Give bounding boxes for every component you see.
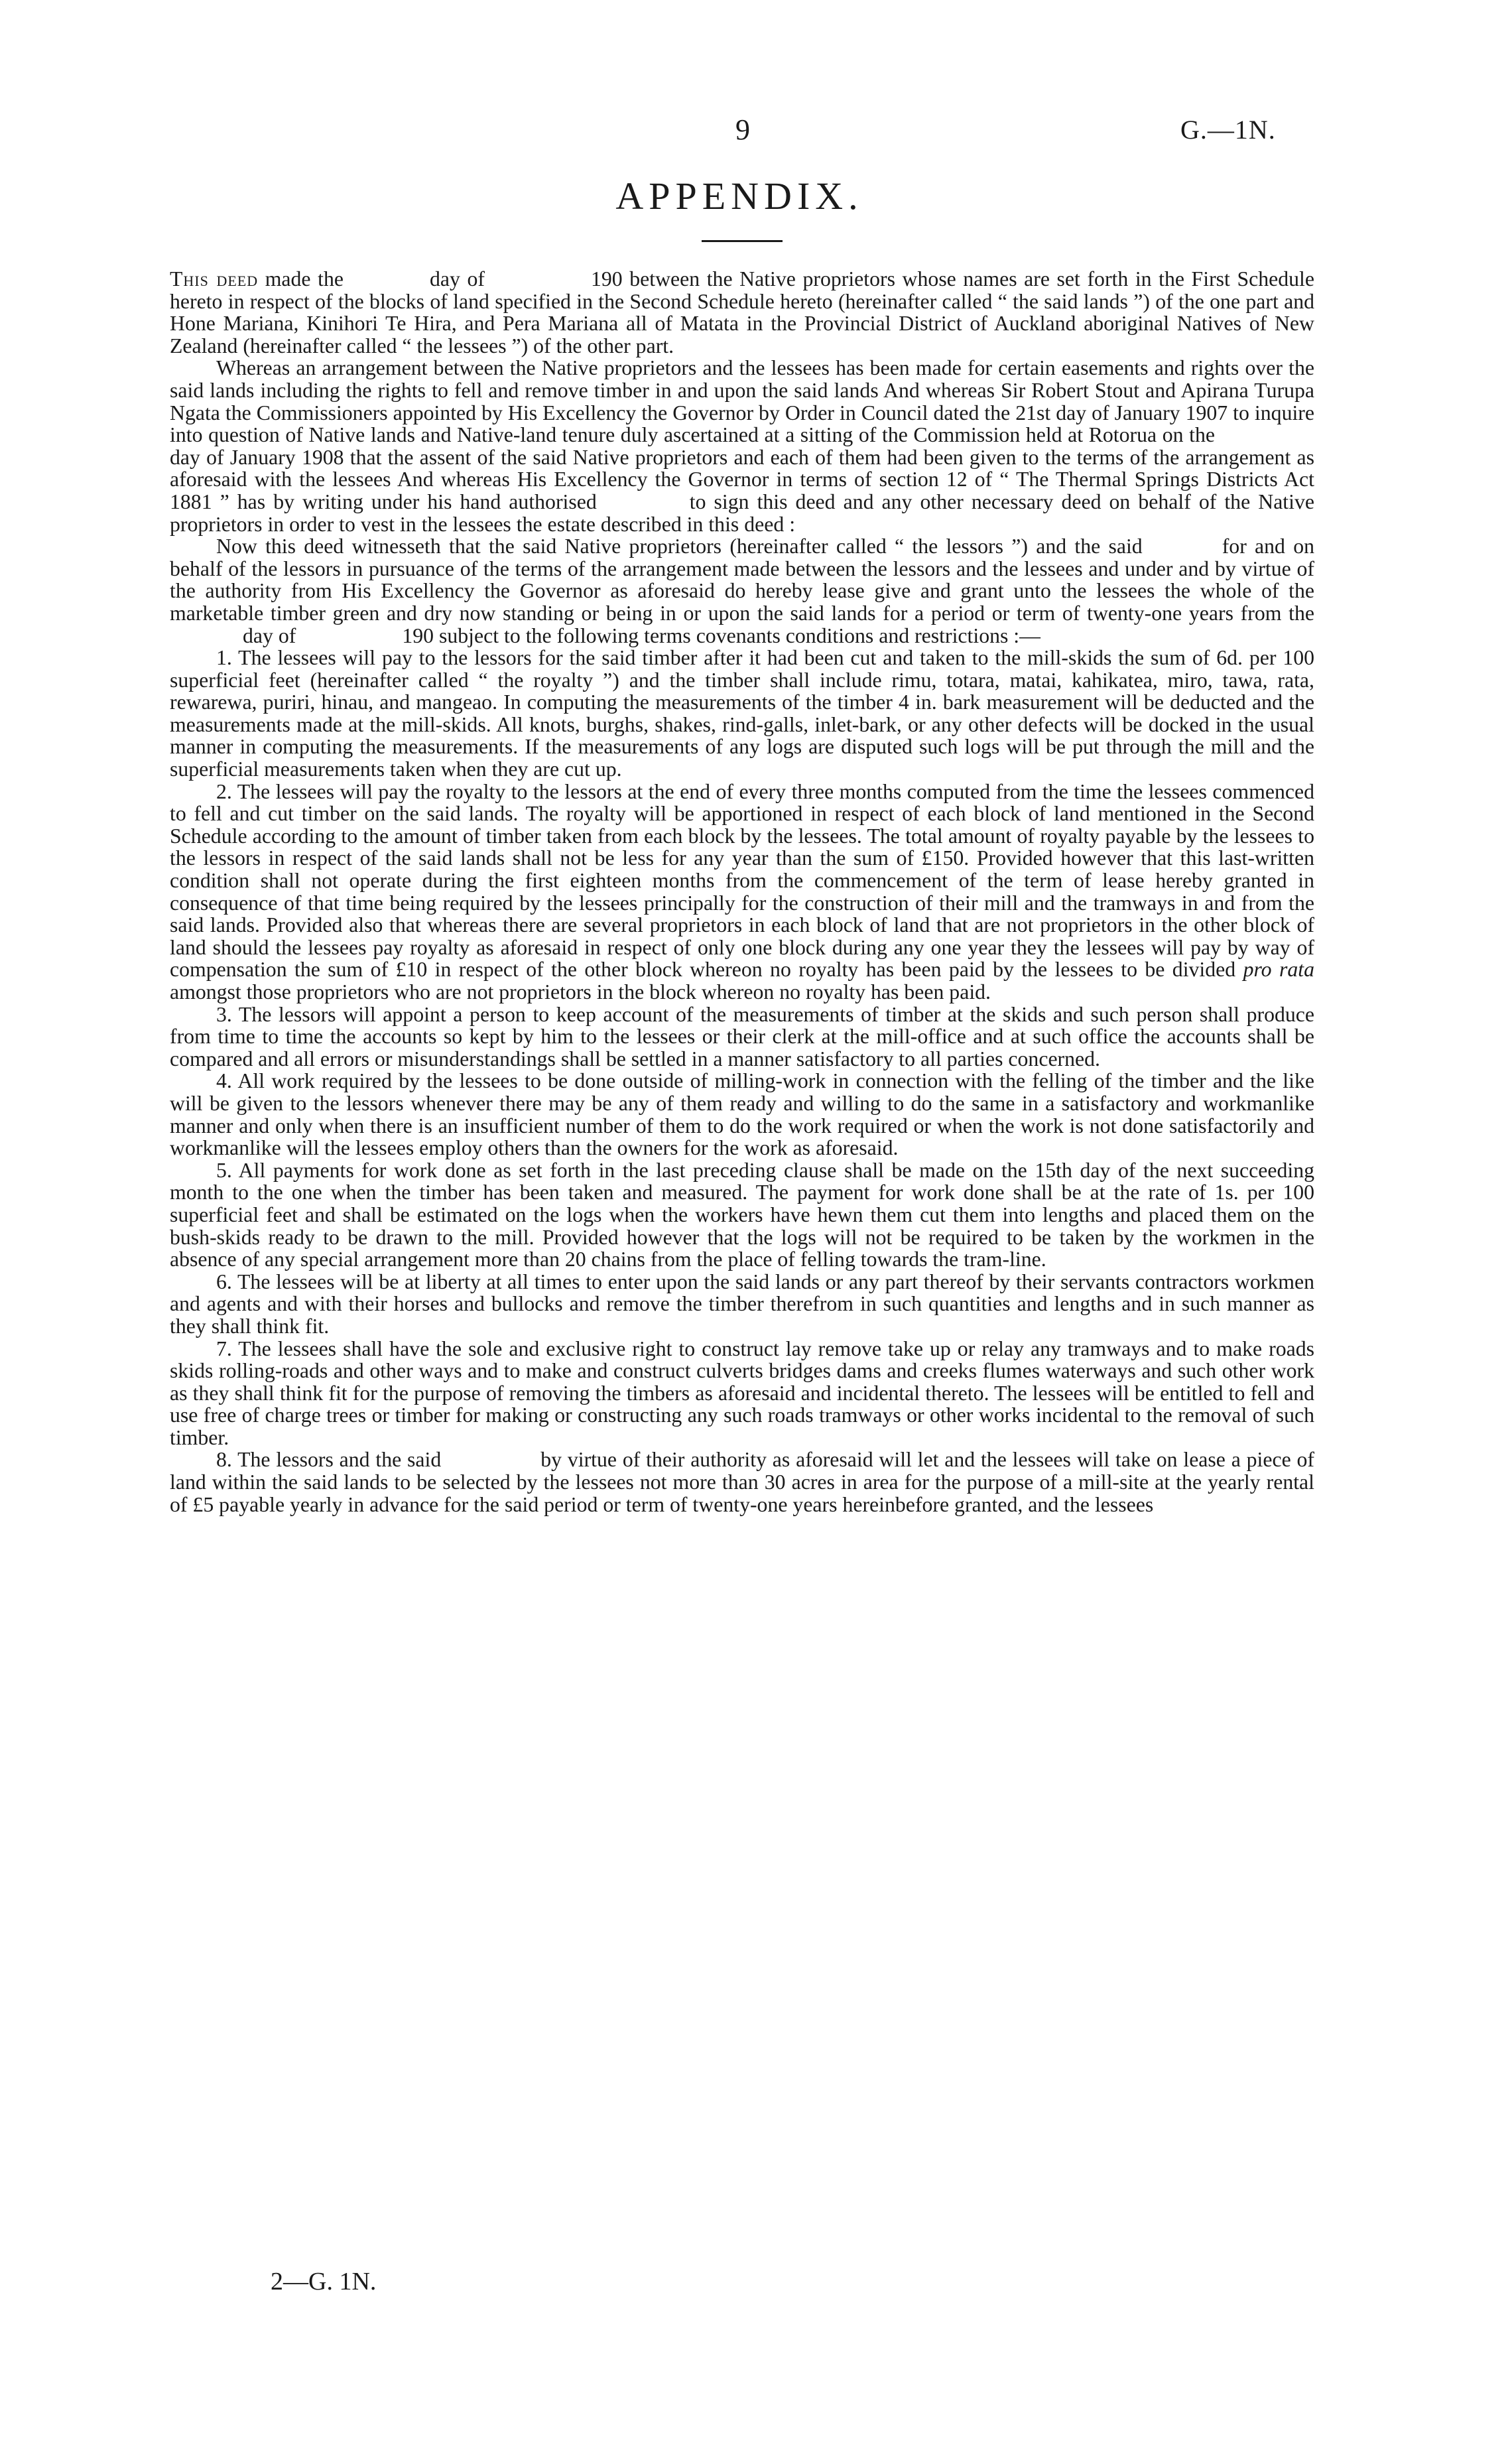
page-number: 9 [735,113,750,146]
deed-body [170,268,1314,1516]
clause-2: 2. The lessees will pay the royalty to the lessors at the end of every three months computed from the time the lessees commenced to fell and cut timber on the said lands. The royalty will be apportioned in respect of each block of land mentioned in the Second Schedule according to the amount of timber taken from each block by the lessees. The total amount of royalty payable by the lessees to the lessors in respect of the said lands shall not be less for any year than the sum of £150. Provided however that this last-written condition shall not operate during the first eighteen months from the commencement of the term of lease hereby granted in consequence of that time being required by the lessees principally for the construction of their mill and the tramways in and from the said lands. Provided also that whereas there are several proprietors in each block of land that are not proprietors in the other block of land should the lessees pay royalty as aforesaid in respect of only one block during any one year they the lessees will pay by way of compensation the sum of £10 in respect of the other block whereon no royalty has been paid by the lessees to be divided pro rata amongst those proprietors who are not proprietors in the block whereon no royalty has been paid. [170,779,1314,1003]
deed-preamble: This deed made the day of 190 between the Native proprietors whose names are set forth in the First Schedule hereto in respect of the blocks of land specified in the Second Schedule hereto (hereinafter called “ the said lands ”) of the one part and Hone Mariana, Kinihori Te Hira, and Pera Mariana all of Matata in the Provincial District of Auckland aboriginal Natives of New Zealand (hereinafter called “ the lessees ”) of the other part. [170,267,1314,357]
footer-signature-mark: 2—G. 1N. [271,2268,377,2296]
clause-5: 5. All payments for work done as set forth in the last preceding clause shall be made on the 15th day of the next succeeding month to the one when the timber has been taken and measured. The payment for work done shall be at the rate of 1s. per 100 superficial feet and shall be estimated on the logs when the workers have hewn them cut them into lengths and placed them on the bush-skids ready to be drawn to the mill. Provided however that the logs will not be required to be taken by the workmen in the absence of any special arrangement more than 20 chains from the place of felling towards the tram-line. [170,1158,1314,1271]
deed-lead-in: This deed [170,267,259,291]
clause-4: 4. All work required by the lessees to be done outside of milling-work in connection with the felling of the timber and the like will be given to the lessors whenever there may be any of them ready and willing to do the same in a satisfactory and workmanlike manner and only when there is an insufficient number of them to do the work required or when the work is not done satisfactorily and workmanlike will the lessees employ others than the owners for the work as aforesaid. [170,1069,1314,1160]
title-divider [702,240,783,242]
page-title: APPENDIX. [615,174,863,218]
deed-witnesseth: Now this deed witnesseth that the said Native proprietors (hereinafter called “ the lessors ”) and the said for and on behalf of the lessors in pursuance of the terms of the arrangement made between the lessors and the lessees and under and by virtue of the authority from His Excellency the Governor as aforesaid do hereby lease give and grant unto the lessees the whole of the marketable timber green and dry now standing or being in or upon the said lands for a period or term of twenty-one years from theday of 190 subject to the following terms covenants conditions and restrictions :— [170,535,1315,647]
clause-1: 1. The lessees will pay to the lessors for the said timber after it had been cut and taken to the mill-skids the sum of 6d. per 100 superficial feet (hereinafter called “ the royalty ”) and the timber shall include rimu, totara, matai, kahikatea, miro, tawa, rata, rewarewa, puriri, hinau, and mangeao. In computing the measurements of the timber 4 in. bark measurement will be deducted and the measurements made at the mill-skids. All knots, burghs, shakes, rind-galls, inlet-bark, or any other defects will be docked in the usual manner in computing the measurements. If the measurements of any logs are disputed such logs will be put through the mill and the superficial measurements taken when they are cut up. [170,646,1314,781]
deed-recitals: Whereas an arrangement between the Native proprietors and the lessees has been made for certain easements and rights over the said lands including the rights to fell and remove timber in and upon the said lands And whereas Sir Robert Stout and Apirana Turupa Ngata the Commissioners appointed by His Excellency the Governor by Order in Council dated the 21st day of January 1907 to inquire into question of Native lands and Native-land tenure duly ascertained at a sitting of the Commission held at Rotorua on theday of January 1908 that the assent of the said Native proprietors and each of them had been given to the terms of the arrangement as aforesaid with the lessees And whereas His Excellency the Governor in terms of section 12 of “ The Thermal Springs Districts Act 1881 ” has by writing under his hand authorised to sign this deed and any other necessary deed on behalf of the Native proprietors in order to vest in the lessees the estate described in this deed : [170,356,1314,536]
document-reference: G.—1N. [1180,115,1276,145]
clause-8: 8. The lessors and the said by virtue of their authority as aforesaid will let and the lessees will take on lease a piece of land within the said lands to be selected by the lessees not more than 30 acres in area for the purpose of a mill-site at the yearly rental of £5 payable yearly in advance for the said period or term of twenty-one years hereinbefore granted, and the lessees [170,1448,1314,1516]
clause-3: 3. The lessors will appoint a person to keep account of the measurements of timber at the skids and such person shall produce from time to time the accounts so kept by him to the lessees or their clerk at the mill-office and at such office the accounts shall be compared and all errors or misunderstandings shall be settled in a manner satisfactory to all parties concerned. [170,1002,1314,1070]
clause-7: 7. The lessees shall have the sole and exclusive right to construct lay remove take up or relay any tramways and to make roads skids rolling-roads and other ways and to make and construct culverts bridges dams and creeks flumes waterways and such other work as they shall think fit for the purpose of removing the timbers as aforesaid and incidental thereto. The lessees will be entitled to fell and use free of charge trees or timber for making or constructing any such roads tramways or other works incidental to the removal of such timber. [170,1336,1314,1449]
clause-6: 6. The lessees will be at liberty at all times to enter upon the said lands or any part thereof by their servants contractors workmen and agents and with their horses and bullocks and remove the timber therefrom in such quantities and lengths and in such manner as they shall think fit. [170,1269,1314,1338]
